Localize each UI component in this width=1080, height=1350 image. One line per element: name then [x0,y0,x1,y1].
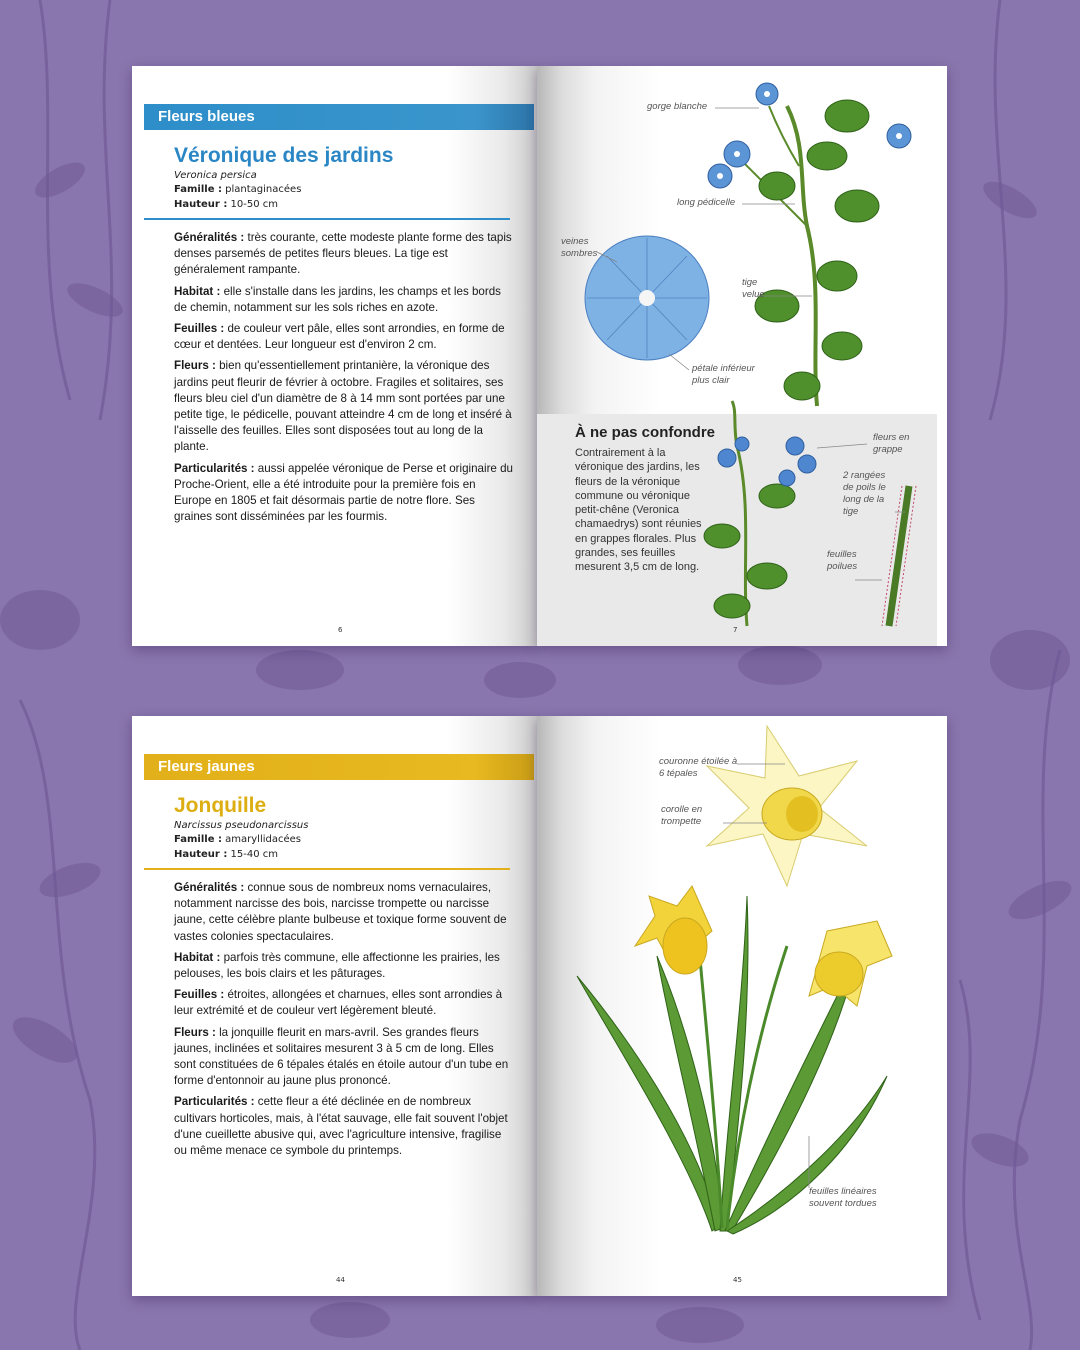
description-text [174,230,514,530]
latin-name: Veronica persica [174,170,257,181]
paragraph-particularites: Particularités : aussi appelée véronique de Perse et originaire du Proche-Orient, elle a été introduite pour la première fois en Europe en 1805 et fait désormais partie de notre flore. Ses graines sont disséminées par les fourmis. [174,461,514,524]
family-line: Famille : amaryllidacées [174,834,302,845]
callout-gorge: gorge blanche [647,101,708,112]
page-number-left: 6 [338,626,343,634]
right-page [537,66,947,646]
callout-poils: 2 rangées de poils le long de la tige [843,470,886,517]
species-title: Jonquille [174,794,267,817]
description-text [174,880,514,1164]
callout-corolle: corolle en trompette [661,804,703,827]
paragraph-generalites: Généralités : très courante, cette modeste plante forme des tapis denses parsemés de petites fleurs bleues. La tige est généralement rampante. [174,231,512,277]
family-line: Famille : plantaginacées [174,184,302,195]
callout-grappe: fleurs en grappe [873,432,910,455]
paragraph-feuilles: Feuilles : de couleur vert pâle, elles sont arrondies, en forme de cœur et dentées. Leur longueur est d'environ 2 cm. [174,322,505,352]
paragraph-habitat: Habitat : elle s'installe dans les jardins, les champs et les bords de chemin, notamment sur les sols riches en azote. [174,284,501,314]
callout-pedicelle: long pédicelle [677,197,736,208]
species-title: Véronique des jardins [174,144,394,167]
section-band: Fleurs jaunes [144,754,534,780]
callout-tige: tige velue [742,277,765,300]
page-number-left: 44 [336,1276,345,1284]
book-spread-veronique [132,66,947,646]
confusion-text: Contrairement à la véronique des jardins, les fleurs de la véronique commune ou véronique petit-chêne (Veronica chamaedrys) sont réunies en grappes florales. Plus grandes, ses feuilles mesurent 3,5 cm de long. [575,447,702,574]
paragraph-fleurs: Fleurs : bien qu'essentiellement printanière, la véronique des jardins peut fleurir de février à octobre. Fragiles et solitaires, ses fleurs bleu ciel d'un diamètre de 8 à 14 mm sont portées par une petite tige, le pédicelle, pouvant atteindre 4 cm de long et inséré à l'aisselle des feuilles. Elles sont disposées tout au long de la plante. [174,359,512,454]
section-band: Fleurs bleues [144,104,534,130]
paragraph-generalites: Généralités : connue sous de nombreux noms vernaculaires, notamment narcisse des bois, narcisse trompette ou narcisse jaune, cette célèbre plante bulbeuse et toxique forme souvent de vastes colonies spectaculaires. [174,881,507,943]
left-page [132,716,537,1296]
title-rule [144,218,510,220]
height-line: Hauteur : 15-40 cm [174,849,279,860]
paragraph-feuilles: Feuilles : étroites, allongées et charnues, elles sont arrondies à leur extrémité et de couleur vert légèrement bleuté. [174,988,503,1018]
paragraph-habitat: Habitat : parfois très commune, elle affectionne les prairies, les pelouses, les bois clairs et les pâturages. [174,950,500,981]
page-number-right: 7 [733,626,738,634]
paragraph-particularites: Particularités : cette fleur a été déclinée en de nombreux cultivars horticoles, mais, à l'état sauvage, elle fait souvent l'objet d'une cueillette abusive qui, avec l'agriculture intensive, fragilise ou même menace ce symbole du printemps. [174,1095,508,1158]
latin-name: Narcissus pseudonarcissus [174,820,309,831]
page-number-right: 45 [733,1276,742,1284]
callout-veines: veines sombres [561,236,598,259]
height-line: Hauteur : 10-50 cm [174,199,279,210]
right-page [537,716,947,1296]
callout-feuilles: feuilles linéaires souvent tordues [809,1186,877,1209]
confusion-title: À ne pas confondre [575,424,716,441]
book-spread-jonquille [132,716,947,1296]
left-page [132,66,537,646]
paragraph-fleurs: Fleurs : la jonquille fleurit en mars-avril. Ses grandes fleurs jaunes, inclinées et solitaires mesurent 3 à 5 cm de long. Elles sont constituées de 6 tépales étalés en étoile autour d'un tube en forme d'entonnoir au jaune plus prononcé. [174,1025,509,1088]
callout-petale: pétale inférieur plus clair [692,363,755,386]
title-rule [144,868,510,870]
callout-couronne: couronne étoilée à 6 tépales [659,756,738,779]
callout-poilues: feuilles poilues [827,549,858,572]
